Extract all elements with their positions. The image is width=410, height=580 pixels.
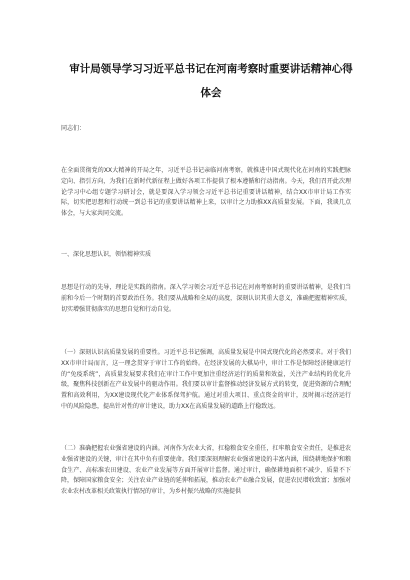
section-heading: 一、深化思想认识，领悟精神实质 <box>61 251 152 258</box>
body-paragraph: （一）深刻认识高质量发展的重要性。习近平总书记强调，高质量发展是中国式现代化的必然要求。对于我们XX市审计局而言，这一理念贯穿于审计工作的始终。在经济发展的大棋局中，审计工作是保障经济健康运行的“免疫系统”，高质量发展要求我们在审计工作中更加注重经济运行的质量和效益，关注产业结构的优化升级，聚焦科技创新在产业发展中的驱动作用。我们要以审计监督推动经济发展方式的转变，促进资源的合理配置和高效利用，为XX建设现代化产业体系保驾护航。通过对重大项目、重点资金的审计，及时揭示经济运行中的风险隐患，提出针对性的审计建议，助力XX在高质量发展的道路上行稳致远。 <box>61 349 351 410</box>
body-paragraph: 思想是行动的先导，理论是实践的指南。深入学习领会习近平总书记在河南考察时的重要讲话精神，是我们当前和今后一个时期的首要政治任务。我们要从战略和全局的高度，深刻认识其重大意义，准确把握精神实质，切实增强贯彻落实的思想自觉和行动自觉。 <box>61 284 351 313</box>
document-title: 审计局领导学习习近平总书记在河南考察时重要讲话精神心得体会 <box>69 63 353 99</box>
body-paragraph: （二）准确把握农业强省建设的内涵。河南作为农业大省，扛稳粮食安全重任，扛牢粮食安全责任，是推进农业强省建设的关键，审计在其中负有重要使命。我们要深刻理解农业强省建设的丰富内涵，围绕耕地保护和粮食生产、高标准农田建设、农业产业发展等方面开展审计监督。通过审计，确保耕地面积不减少、质量不下降，保障国家粮食安全；关注农业产业链的延伸和拓展，推动农业产业融合发展，促进农民增收致富；加强对农业农村改革相关政策执行情况的审计，为乡村振兴战略的实施提供 <box>61 445 351 496</box>
intro-paragraph: 在全面贯彻党的XX大精神的开局之年，习近平总书记亲临河南考察，就推进中国式现代化在河南的实践把脉定向、指引方向，为我们在新时代新征程上做好各项工作提供了根本遵循和行动指南。今天，我们召开此次理论学习中心组专题学习研讨会，就是要深入学习领会习近平总书记重要讲话精神，结合XX市审计局工作实际，切实把思想和行动统一到总书记的重要讲话精神上来，以审计之力助推XX高质量发展。下面，我谈几点体会，与大家共同交流。 <box>61 167 351 218</box>
greeting: 同志们： <box>61 125 86 132</box>
